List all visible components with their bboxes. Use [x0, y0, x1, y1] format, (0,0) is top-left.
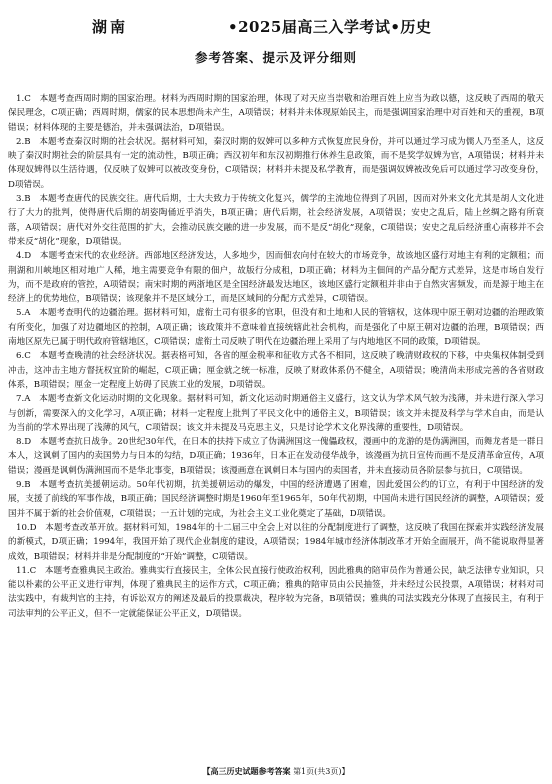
answer-item-2: 2.B 本题考查秦汉时期的社会状况。据材料可知，秦汉时期的奴婢可以多种方式恢复庶民身份，并可以通过学习成为儒人乃至圣人，这反映了秦汉时期社会的阶层具有一定的流动性，B项正确；西汉初年和东汉初期推行休养生息政策，而不是奖学奴婢为官，A项错误；材料并未体现奴婢得以生活待遇，仅反映了奴婢可以被改变身份，C项错误；材料并未提及私学教育，而是强调奴婢被改免后可以通过学习改变身份，D项错误。	[8, 136, 544, 190]
region-label: 湖南	[92, 18, 129, 36]
answer-list	[8, 92, 544, 621]
answer-item-9: 9.B 本题考查抗美援朝运动。50年代初期，抗美援朝运动的爆发，中国的经济遭遇了困难，因此爱国公约的订立，有利于中国经济的发展，支援了前线的军事作战，B项正确；国民经济调整时期是1960年至1965年，50年代初期，中国尚未进行国民经济的调整，A项错误；爱国并不属于新的社会价值观，C项错误；一五计划的完成，为社会主义工业化奠定了基础，D项错误。	[8, 480, 544, 519]
answer-item-10: 10.D 本题考查改革开放。据材料可知，1984年的十二届三中全会上对以往的分配制度进行了调整，这反映了我国在探索并实践经济发展的新模式，D项正确；1994年，我国开始了现代企业制度的建设，A项错误；1984年城市经济体制改革才开始全面展开，尚不能说取得显著成效，B项错误；材料并非是分配制度的“开始”调整，C项错误。	[8, 522, 544, 562]
footer-page-number: 第1页(共3页)】	[293, 767, 350, 776]
answer-item-4: 4.D 本题考查宋代的农业经济。西部地区经济发达，人多地少，因而佃农向付在较大的市场竞争，故该地区盛行对地主有利的定额租；而荆湖和川峡地区相对地广人稀，地主需要竞争有限的佃户，故版行分成租，D项正确；材料为主佃间的产品分配方式差异，这是市场自发行为，而不是政府的管控，A项错误；南宋时期的两浙地区是全国经济最发达地区，该地区盛行定额租并非由于自然灾害频发，而是源于地主在经济上的优势地位，B项错误；该现象并不是区域分工，而是区域间的分配方式差异，C项错误。	[8, 251, 544, 305]
answer-item-5: 5.A 本题考查明代的边疆治理。据材料可知，虚衔土司有很多的官职，但没有和土地和人民的管辖权，这体现中原王朝对边疆的治理政策有所变化，加强了对边疆地区的控制，A项正确；该政策并不意味着直接统辖此社会机构，而是强化了中原王朝对边疆的治理，B项错误；西南地区原先已属于明代政府管辖地区，C项错误；虚衔土司反映了明代在边疆治理上采用了与内地地区不同的政策，D项错误。	[8, 308, 544, 348]
answer-item-7: 7.A 本题考查新文化运动时期的文化现象。据材料可知，新文化运动时期通俗主义盛行，这文认为学术风气较为浅薄，并未进行深入学习与创新，需要深入的文化学习，A项正确；材料一定程度上批判了平民文化中的通俗主义，B项错误；该文并未提及科学与学术自由，而是认为当前的学术界出现了浅薄的风气，C项错误；该文并未提及马克思主义，只是讨论学术文化界浅薄的重要性，D项错误。	[8, 394, 544, 433]
answer-item-11: 11.C 本题考查雅典民主政治。雅典实行直接民主，全体公民直接行使政治权利，因此雅典的陪审员作为普通公民，缺乏法律专业知识，只能以朴素的公平正义进行审判，体现了雅典民主的运作方式，C项正确；雅典的陪审员由公民抽签，并未经过公民投票，A项错误；材料对司法实践中，有裁判官的主持，有诉讼双方的阐述及最后的投票裁决，程序较为完备，B项错误；雅典的司法实践充分体现了直接民主，有利于司法审判的公平正义，但不一定就能保证公平正义，D项错误。	[8, 565, 544, 619]
document-header	[0, 6, 552, 64]
answer-item-8: 8.D 本题考查抗日战争。20世纪30年代，在日本的扶持下成立了伪满洲国这一傀儡政权，漫画中的龙游的是伪满洲国，而舞龙者是一群日本人，这讽刺了国内的卖国势力与日本的勾结，D项正确；1936年，日本正在发动侵华战争，该漫画为抗日宣传而画不是反清革命宣传，A项错误；漫画是讽刺伪满洲国而不是华北事变，B项错误；该漫画意在讽刺日本与国内的卖国者，并未直接动员各阶层参与抗日，C项错误。	[8, 437, 544, 476]
answer-item-3: 3.B 本题考查唐代的民族交往。唐代后期，士大夫致力于传统文化复兴，儒学的主流地位得到了巩固，因而对外来文化尤其是胡人文化进行了大力的批判，使得唐代后期的胡姿陶俑近乎消失，B项正确；唐代后期，社会经济发展，A项错误；安史之乱后，陆上丝绸之路有所衰落，A项错误；唐代对外交往范围的扩大，会推动民族交融的进一步发展，而不是反“胡化”现象，C项错误；安史之乱后经济重心南移并不会带来反“胡化”现象，D项错误。	[8, 194, 544, 247]
answer-item-6: 6.C 本题考查晚清的社会经济状况。据表格可知，各省的厘金税率和征收方式各不相同，这反映了晚清财政权的下移，中央集权体制受到冲击，这冲击主地方督抚权宜阶的崛起，C项正确；厘金就之统一标准，反映了财政体系仍不健全，A项错误；晚清尚未形成完善的各省财政体系，B项错误；厘金一定程度上妨碍了民族工业的发展，D项错误。	[8, 351, 544, 390]
answer-key-subtitle: 参考答案、提示及评分细则	[194, 50, 357, 65]
answer-item-1: 1.C 本题考查西周时期的国家治理。材料为西周时期的国家治理，体现了对天应当崇敬和治理百姓上应当为政以德，这反映了西周的敬天保民理念，C项正确；西周时期，儒家的民本思想尚未产生，A项错误；材料并未体现原始民主，而是强调国家治理中对百姓和天的重视，B项错误；材料体现的主要是德治，并未强调法治，D项错误。	[8, 94, 544, 133]
footer-label: 【高三历史试题参考答案	[202, 766, 291, 776]
exam-title: •2025届高三入学考试•历史	[228, 18, 432, 36]
page-footer	[0, 766, 552, 777]
